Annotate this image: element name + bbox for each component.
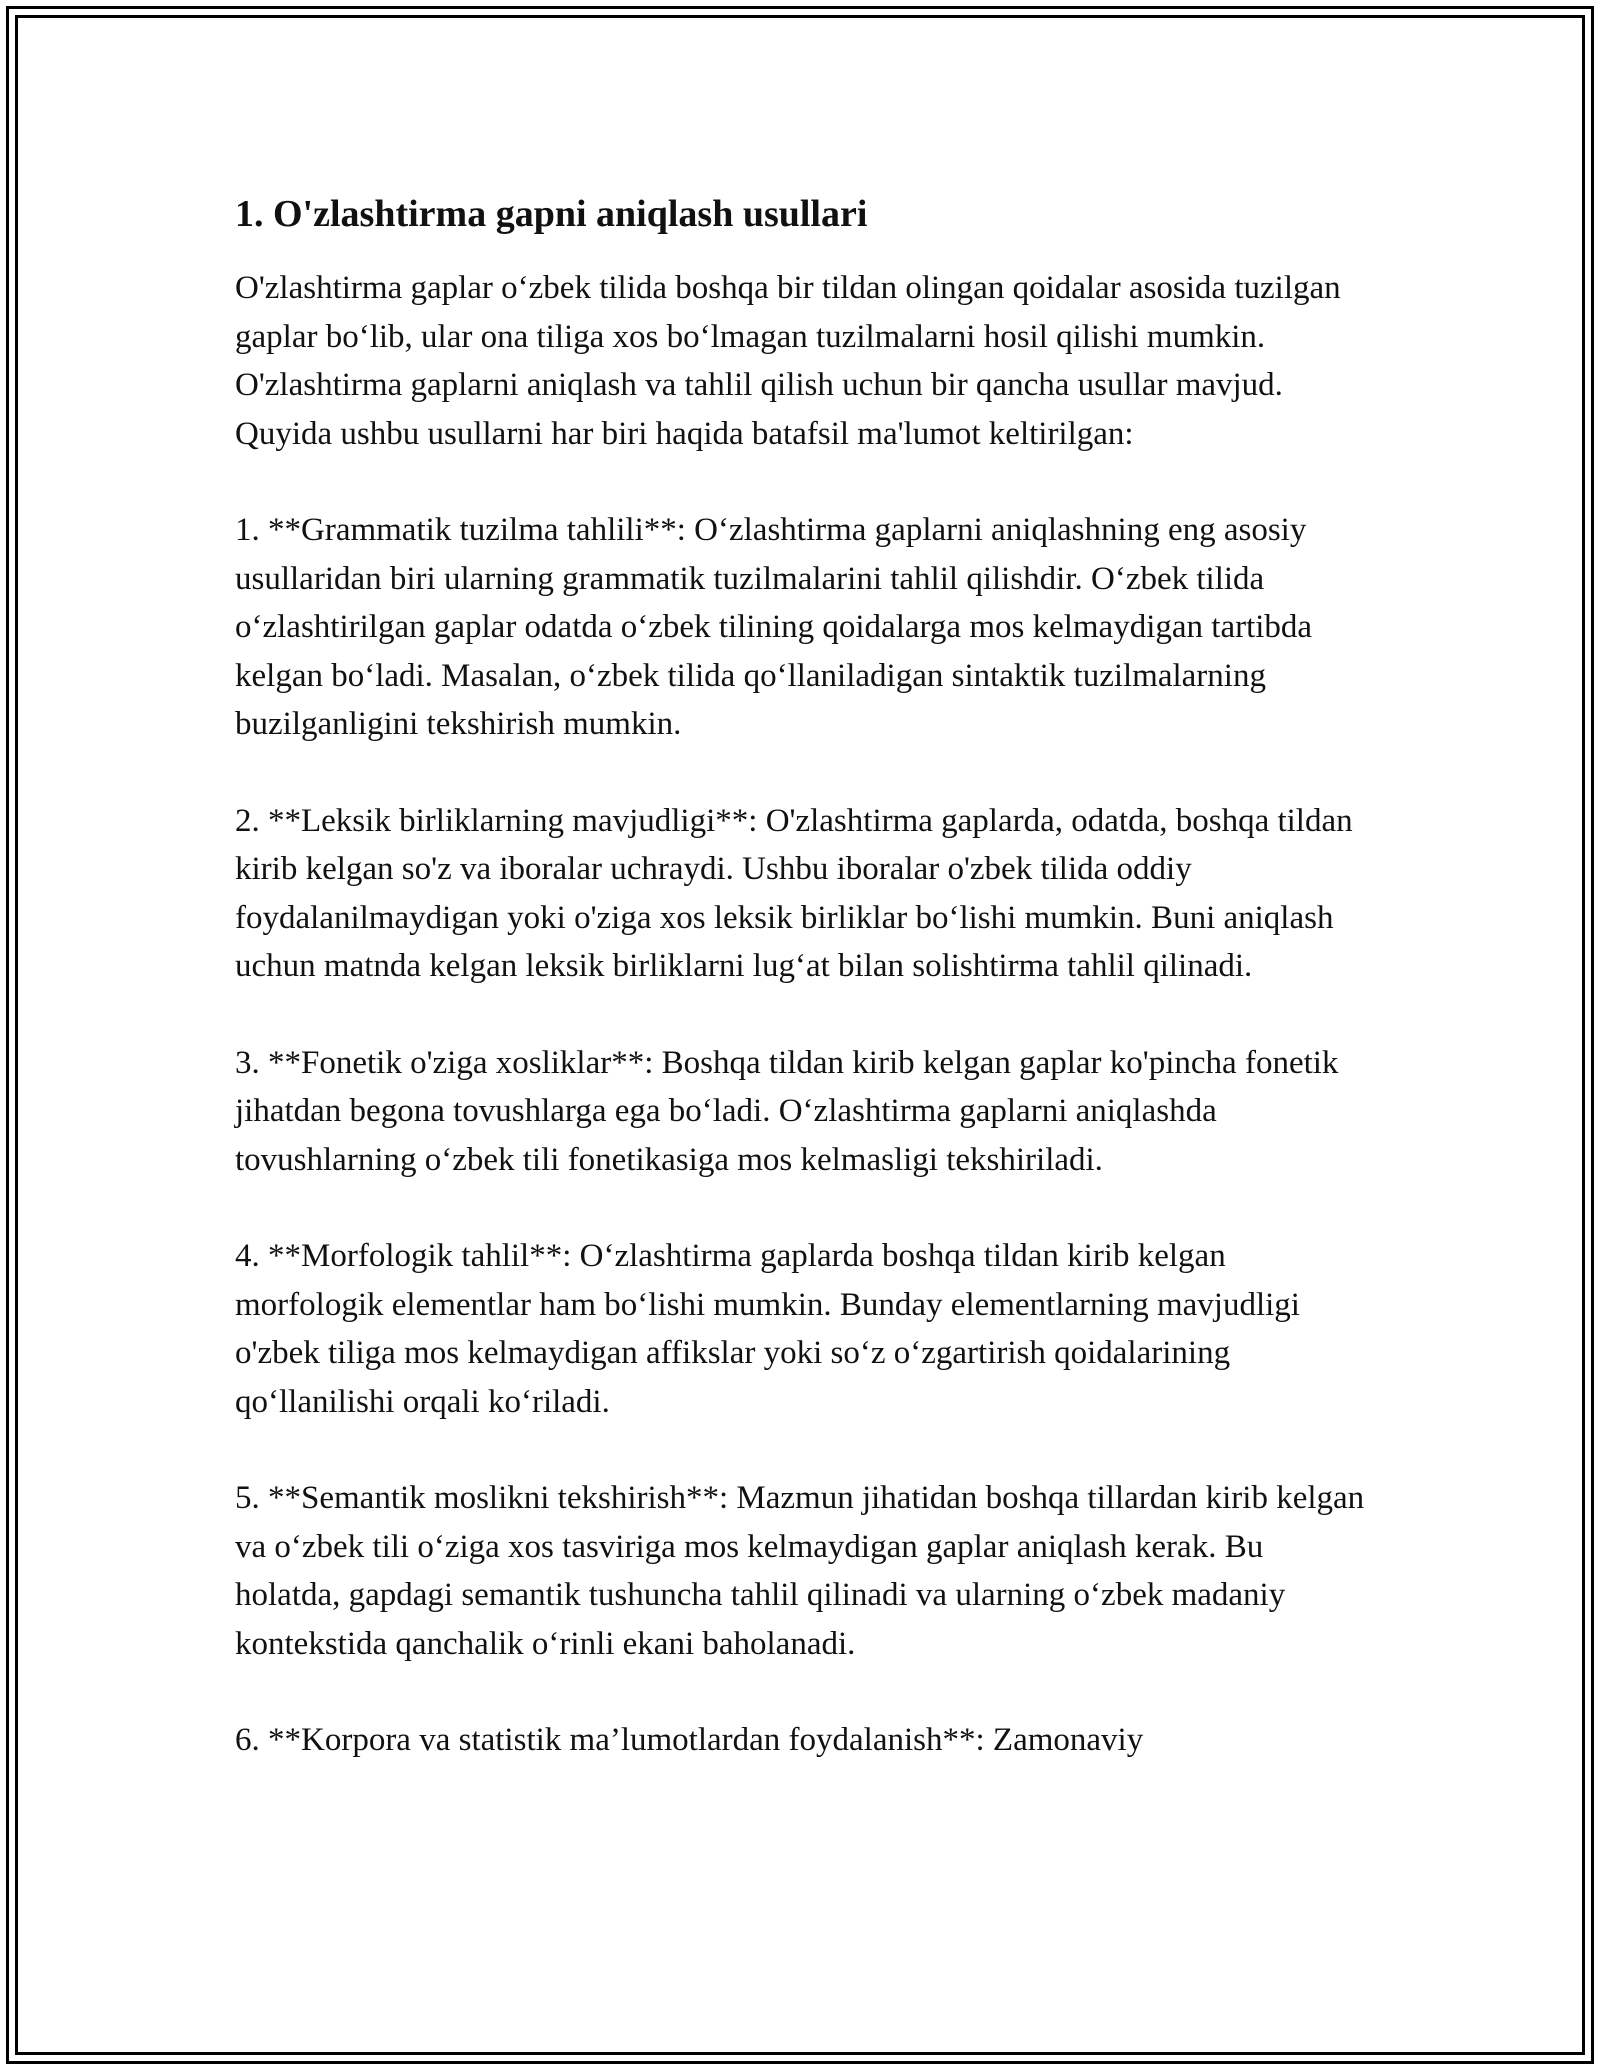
method-lexical-units: 2. **Leksik birliklarning mavjudligi**: O'zlashtirma gaplarda, odatda, boshqa tildan kirib kelgan so'z va iboralar uchraydi. Ushbu iboralar o'zbek tilida oddiy foydalanilmaydigan yoki o'ziga xos leksik birliklar bo‘lishi mumkin. Buni aniqlash uchun matnda kelgan leksik birliklarni lug‘at bilan solishtirma tahlil qilinadi. — [235, 802, 1353, 984]
method-semantic-check: 5. **Semantik moslikni tekshirish**: Mazmun jihatidan boshqa tillardan kirib kelgan va o‘zbek tili o‘ziga xos tasviriga mos kelmaydigan gaplar aniqlash kerak. Bu holatda, gapdagi semantik tushuncha tahlil qilinadi va ularning o‘zbek madaniy kontekstida qanchalik o‘rinli ekani baholanadi. — [235, 1480, 1365, 1662]
method-phonetic-features: 3. **Fonetik o'ziga xosliklar**: Boshqa tildan kirib kelgan gaplar ko'pincha fonetik jihatdan begona tovushlarga ega bo‘ladi. O‘zlashtirma gaplarni aniqlashda tovushlarning o‘zbek tili fonetikasiga mos kelmasligi tekshiriladi. — [235, 1044, 1339, 1178]
method-grammatical-structure: 1. **Grammatik tuzilma tahlili**: O‘zlashtirma gaplarni aniqlashning eng asosiy usullaridan biri ularning grammatik tuzilmalarini tahlil qilishdir. O‘zbek tilida o‘zlashtirilgan gaplar odatda o‘zbek tilining qoidalarga mos kelmaydigan tartibda kelgan bo‘ladi. Masalan, o‘zbek tilida qo‘llaniladigan sintaktik tuzilmalarning buzilganligini tekshirish mumkin. — [235, 512, 1313, 742]
section-heading: 1. O'zlashtirma gapni aniqlash usullari — [235, 193, 868, 235]
intro-paragraph: O'zlashtirma gaplar o‘zbek tilida boshqa bir tildan olingan qoidalar asosida tuzilgan gaplar bo‘lib, ular ona tiliga xos bo‘lmagan tuzilmalarni hosil qilishi mumkin. O'zlashtirma gaplarni aniqlash va tahlil qilish uchun bir qancha usullar mavjud. Quyida ushbu usullarni har biri haqida batafsil ma'lumot keltirilgan: — [235, 270, 1341, 452]
method-corpora-statistics: 6. **Korpora va statistik ma’lumotlardan foydalanish**: Zamonaviy — [235, 1722, 1144, 1758]
method-morphological-analysis: 4. **Morfologik tahlil**: O‘zlashtirma gaplarda boshqa tildan kirib kelgan morfologik elementlar ham bo‘lishi mumkin. Bunday elementlarning mavjudligi o'zbek tiliga mos kelmaydigan affikslar yoki so‘z o‘zgartirish qoidalarining qo‘llanilishi orqali ko‘riladi. — [235, 1238, 1300, 1420]
document-body — [235, 190, 1375, 1813]
